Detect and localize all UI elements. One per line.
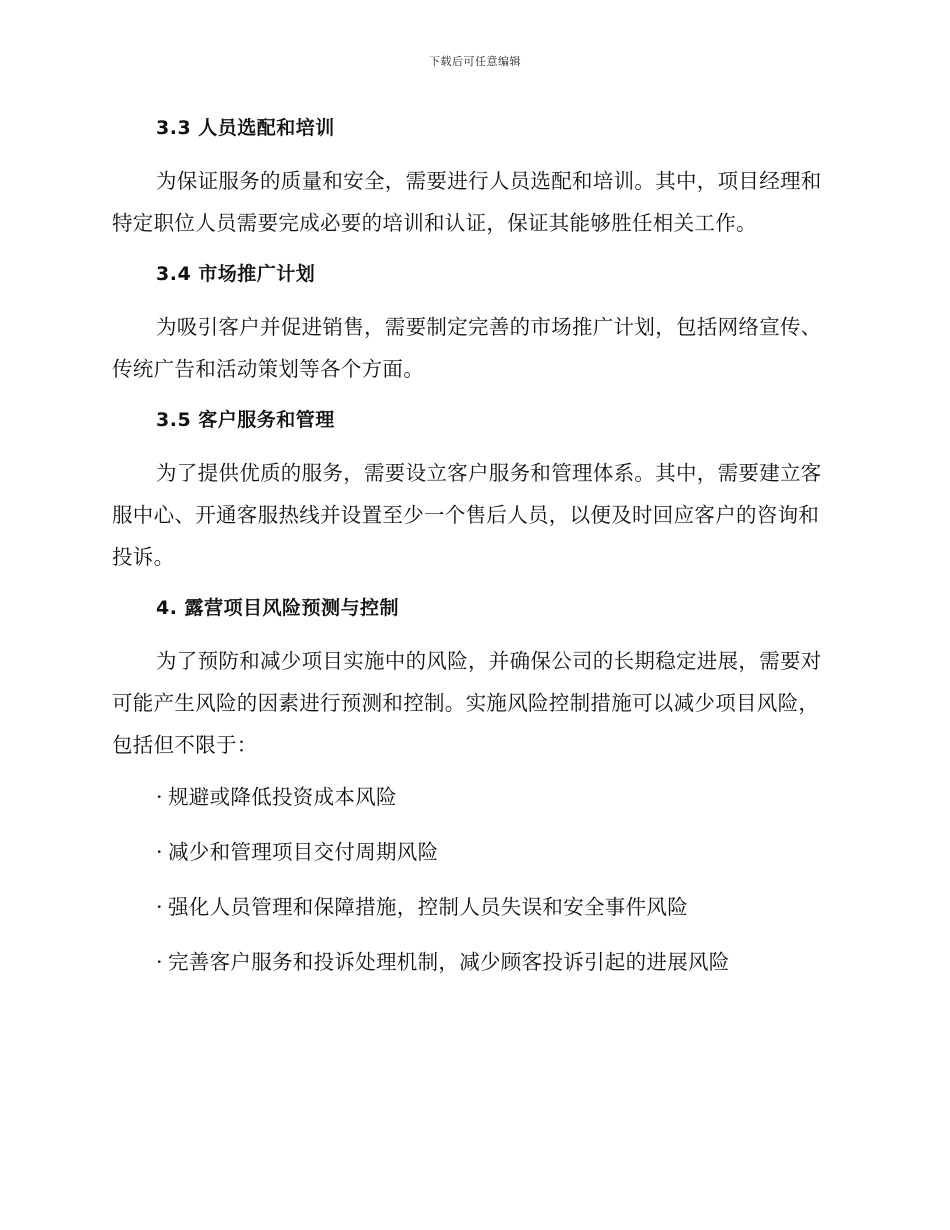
bullet-text: 强化人员管理和保障措施，控制人员失误和安全事件风险 [168, 895, 688, 919]
document-body [112, 108, 834, 996]
section-heading-3-3: 3.3 人员选配和培训 [156, 117, 335, 139]
section-heading-3-4: 3.4 市场推广计划 [156, 263, 316, 285]
bullet-item [112, 941, 834, 983]
bullet-marker: · [156, 950, 163, 974]
section-paragraph-3-5: 为了提供优质的服务，需要设立客户服务和管理体系。其中，需要建立客服中心、开通客服热线并设置至少一个售后人员，以便及时回应客户的咨询和投诉。 [112, 461, 822, 569]
header-note: 下载后可任意编辑 [429, 55, 521, 68]
bullet-text: 规避或降低投资成本风险 [168, 785, 397, 809]
section-paragraph-3-3: 为保证服务的质量和安全，需要进行人员选配和培训。其中，项目经理和特定职位人员需要完成必要的培训和认证，保证其能够胜任相关工作。 [112, 169, 822, 235]
section-heading-3-5: 3.5 客户服务和管理 [156, 409, 335, 431]
bullet-text: 减少和管理项目交付周期风险 [168, 840, 439, 864]
section-heading-4: 4. 露营项目风险预测与控制 [156, 597, 400, 619]
bullet-item [112, 886, 834, 928]
bullet-marker: · [156, 895, 163, 919]
section-paragraph-4: 为了预防和减少项目实施中的风险，并确保公司的长期稳定进展，需要对可能产生风险的因素进行预测和控制。实施风险控制措施可以减少项目风险，包括但不限于： [112, 649, 822, 757]
bullet-item [112, 831, 834, 873]
bullet-item [112, 776, 834, 818]
bullet-marker: · [156, 840, 163, 864]
bullet-text: 完善客户服务和投诉处理机制，减少顾客投诉引起的进展风险 [168, 950, 730, 974]
bullet-marker: · [156, 785, 163, 809]
section-paragraph-3-4: 为吸引客户并促进销售，需要制定完善的市场推广计划，包括网络宣传、传统广告和活动策划等各个方面。 [112, 315, 822, 381]
